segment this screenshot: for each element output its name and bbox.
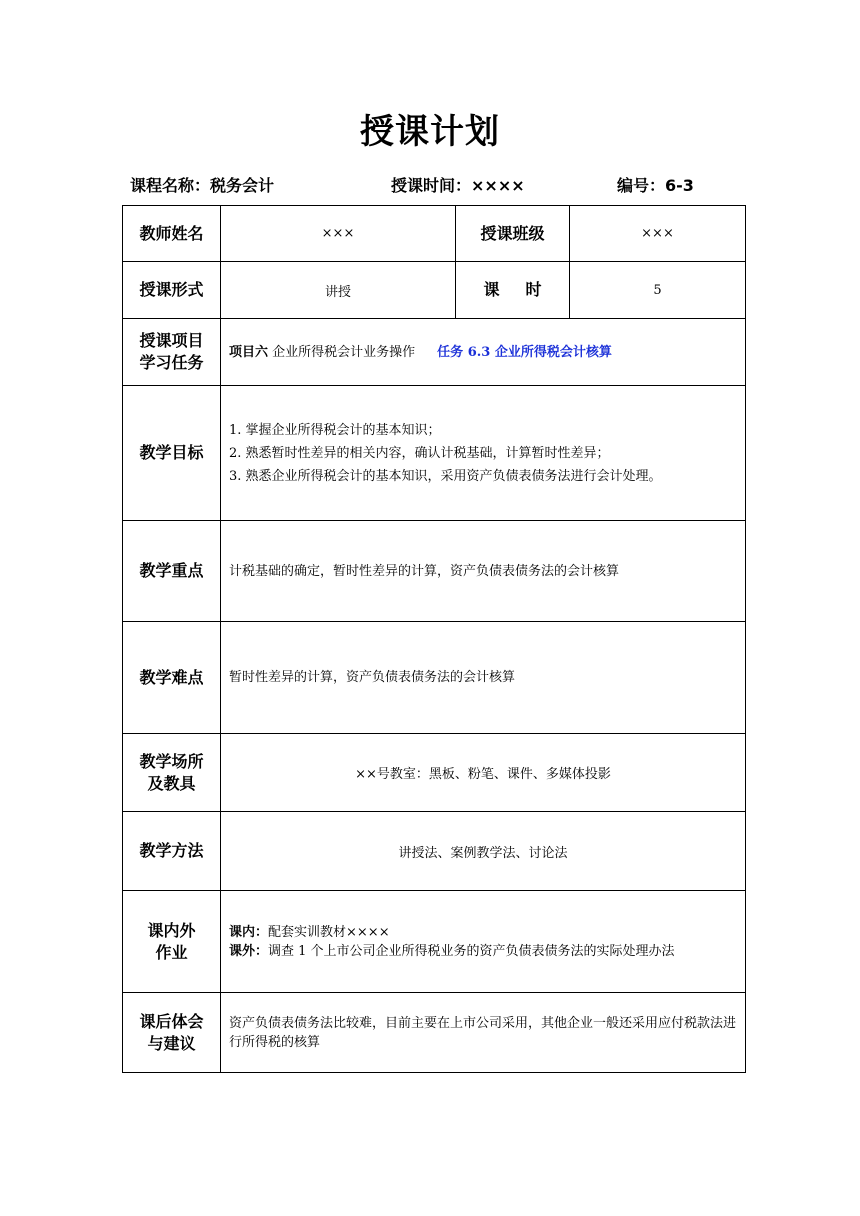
- task-name: 任务 6.3 企业所得税会计核算: [437, 344, 612, 360]
- homework-value: [221, 891, 746, 993]
- reflection-label: [123, 993, 221, 1073]
- project-label-line-2: 学习任务: [139, 353, 204, 372]
- hours-label-part-2: 时: [525, 280, 542, 299]
- method-label: 教学方法: [123, 812, 221, 891]
- hours-label-part-1: 课: [483, 280, 500, 299]
- hours-value: 5: [570, 262, 746, 319]
- difficulty-label: 教学难点: [123, 622, 221, 734]
- homework-label-line-1: 课内外: [147, 920, 196, 940]
- table-row: [123, 891, 746, 993]
- table-row: [123, 993, 746, 1073]
- project-label: [123, 319, 221, 386]
- plan-code-label: 编号：: [617, 176, 666, 195]
- course-name-label: 课程名称：: [130, 176, 211, 195]
- form-label: 授课形式: [123, 262, 221, 319]
- reflection-label-line-2: 与建议: [147, 1033, 196, 1053]
- table-row: [123, 812, 746, 891]
- homework-out-value: 调查 1 个上市公司企业所得税业务的资产负债表债务法的实际处理办法: [268, 943, 675, 959]
- table-row: [123, 319, 746, 386]
- project-task: [221, 319, 746, 386]
- course-name: [130, 173, 274, 196]
- lecture-time-label: 授课时间：: [391, 176, 472, 195]
- table-row: [123, 206, 746, 262]
- difficulty-value: 暂时性差异的计算，资产负债表债务法的会计核算: [221, 622, 746, 734]
- reflection-label-line-1: 课后体会: [139, 1011, 204, 1031]
- lecture-time-value: ××××: [471, 176, 525, 195]
- teacher-label: 教师姓名: [123, 206, 221, 262]
- table-row: [123, 622, 746, 734]
- project-number: 项目六: [229, 344, 269, 360]
- homework-in-value: 配套实训教材××××: [268, 924, 390, 940]
- venue-value: ××号教室：黑板、粉笔、课件、多媒体投影: [221, 734, 746, 812]
- teacher-value: ×××: [221, 206, 456, 262]
- lecture-time: [391, 173, 525, 196]
- page-title: 授课计划: [360, 112, 500, 152]
- homework-label-line-2: 作业: [155, 942, 188, 962]
- venue-label: [123, 734, 221, 812]
- table-row: [123, 734, 746, 812]
- table-row: [123, 262, 746, 319]
- class-label: 授课班级: [456, 206, 570, 262]
- form-value: 讲授: [221, 262, 456, 319]
- course-name-value: 税务会计: [210, 176, 275, 195]
- goal-item: 3. 熟悉企业所得税会计的基本知识，采用资产负债表债务法进行会计处理。: [229, 468, 662, 484]
- method-value: 讲授法、案例教学法、讨论法: [221, 812, 746, 891]
- venue-label-line-2: 及教具: [147, 773, 196, 793]
- homework-out-label: 课外：: [229, 943, 269, 959]
- class-value: ×××: [570, 206, 746, 262]
- goals-label: 教学目标: [123, 386, 221, 521]
- project-name: 企业所得税会计业务操作: [272, 344, 416, 360]
- goal-item: 1. 掌握企业所得税会计的基本知识；: [229, 422, 441, 438]
- plan-code: [617, 173, 694, 196]
- plan-code-value: 6-3: [665, 176, 694, 195]
- reflection-value: 资产负债表债务法比较难，目前主要在上市公司采用，其他企业一般还采用应付税款法进行所得税的核算: [221, 993, 746, 1073]
- homework-out: [229, 942, 737, 961]
- lesson-plan-table: [122, 205, 746, 1073]
- homework-in: [229, 923, 737, 942]
- table-row: [123, 521, 746, 622]
- homework-label: [123, 891, 221, 993]
- goal-item: 2. 熟悉暂时性差异的相关内容，确认计税基础，计算暂时性差异；: [229, 445, 610, 461]
- table-row: [123, 386, 746, 521]
- project-label-line-1: 授课项目: [139, 331, 204, 350]
- homework-in-label: 课内：: [229, 924, 269, 940]
- focus-value: 计税基础的确定，暂时性差异的计算，资产负债表债务法的会计核算: [221, 521, 746, 622]
- focus-label: 教学重点: [123, 521, 221, 622]
- hours-label: [456, 262, 570, 319]
- venue-label-line-1: 教学场所: [139, 751, 204, 771]
- goals-list: [221, 386, 746, 521]
